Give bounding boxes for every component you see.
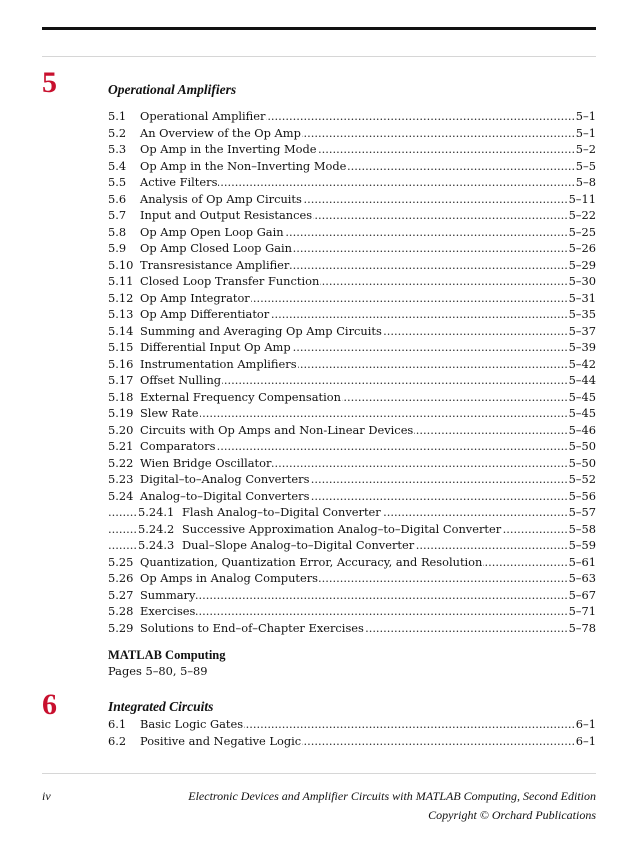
matlab-computing-pages: Pages 5–80, 5–89 bbox=[108, 664, 208, 678]
toc-entry-number: 5.22 bbox=[108, 455, 134, 470]
toc-entry-page: 5–59 bbox=[568, 538, 596, 552]
toc-entry-heading bbox=[108, 471, 310, 488]
toc-entry-number: 5.3 bbox=[108, 142, 127, 156]
toc-entry bbox=[108, 306, 596, 323]
toc-entry-page: 5–25 bbox=[568, 224, 596, 239]
toc-entry-heading bbox=[108, 554, 483, 571]
toc-entry-page: 5–2 bbox=[575, 142, 596, 156]
toc-entry-page: 5–35 bbox=[568, 307, 596, 321]
toc-entry-page: 5–39 bbox=[568, 340, 596, 354]
toc-entry-page: 5–78 bbox=[568, 620, 596, 635]
toc-entry-heading bbox=[108, 733, 302, 750]
footer-copyright: Copyright © Orchard Publications bbox=[428, 808, 596, 822]
toc-entry-title: Transresistance Amplifier bbox=[140, 257, 290, 272]
toc-entry-number: 5.24.3 bbox=[138, 538, 175, 552]
toc-entry-heading bbox=[108, 306, 270, 323]
toc-entry-title: Slew Rate bbox=[140, 406, 199, 420]
toc-entry-heading bbox=[108, 570, 319, 587]
toc-entry-heading bbox=[108, 174, 218, 191]
toc-entry-heading bbox=[108, 455, 272, 472]
toc-entry-title: Op Amp in the Non–Inverting Mode bbox=[140, 158, 347, 173]
toc-entry bbox=[108, 488, 596, 505]
toc-entry-heading bbox=[138, 504, 382, 521]
toc-entry bbox=[108, 471, 596, 488]
toc-entry-heading bbox=[108, 372, 222, 389]
footer-book-title: Electronic Devices and Amplifier Circuits with MATLAB Computing, Second Edition bbox=[188, 789, 596, 803]
toc-entry-number: 5.13 bbox=[108, 307, 134, 321]
toc-entry-title: Flash Analog–to–Digital Converter bbox=[182, 505, 381, 519]
toc-entry-number: 5.9 bbox=[108, 241, 127, 255]
toc-entry-heading bbox=[108, 587, 196, 604]
toc-entry-page: 5–26 bbox=[568, 241, 596, 255]
toc-entry-page: 5–29 bbox=[568, 257, 596, 272]
toc-entry bbox=[108, 372, 596, 389]
toc-entry bbox=[108, 620, 596, 637]
toc-entry-title: Exercises bbox=[140, 604, 196, 618]
toc-entry-title: Summing and Averaging Op Amp Circuits bbox=[140, 323, 382, 338]
toc-entry-number: 5.29 bbox=[108, 620, 134, 635]
toc-entry bbox=[108, 570, 596, 587]
toc-entry-heading bbox=[108, 207, 313, 224]
toc-entry-page: 5–58 bbox=[568, 521, 596, 536]
toc-entry-heading bbox=[138, 521, 502, 538]
toc-entry-title: Positive and Negative Logic bbox=[140, 733, 302, 748]
toc-entry-heading bbox=[108, 323, 383, 340]
toc-entry bbox=[108, 438, 596, 455]
toc-entry-page: 5–37 bbox=[568, 323, 596, 338]
toc-entry-title: External Frequency Compensation bbox=[140, 389, 341, 404]
toc-entry-page: 5–50 bbox=[568, 455, 596, 470]
toc-entry bbox=[108, 356, 596, 373]
toc-entry-title: Analog–to–Digital Converters bbox=[140, 488, 310, 503]
toc-entry-number: 5.27 bbox=[108, 587, 134, 602]
chapter-6-toc bbox=[108, 716, 596, 749]
toc-entry-heading bbox=[108, 620, 365, 637]
matlab-computing-heading: MATLAB Computing bbox=[108, 648, 226, 662]
toc-entry-title: Input and Output Resistances bbox=[140, 208, 313, 222]
toc-entry-number: 5.7 bbox=[108, 208, 127, 222]
matlab-computing-block bbox=[108, 647, 226, 679]
toc-entry-title: Offset Nulling bbox=[140, 373, 222, 387]
toc-entry-page: 5–1 bbox=[575, 125, 596, 140]
toc-entry bbox=[108, 389, 596, 406]
toc-entry-page: 5–8 bbox=[575, 175, 596, 189]
toc-entry-number: 5.1 bbox=[108, 109, 127, 123]
toc-entry bbox=[108, 125, 596, 142]
toc-entry-title: Digital–to–Analog Converters bbox=[140, 472, 310, 486]
toc-entry-heading bbox=[108, 257, 290, 274]
toc-entry-title: Comparators bbox=[140, 439, 216, 453]
toc-entry-page: 5–30 bbox=[568, 274, 596, 288]
toc-entry-heading bbox=[108, 339, 292, 356]
toc-entry bbox=[108, 273, 596, 290]
toc-entry-page: 5–42 bbox=[568, 356, 596, 371]
toc-entry-number: 5.18 bbox=[108, 389, 134, 404]
toc-entry bbox=[108, 339, 596, 356]
toc-entry-number: 5.23 bbox=[108, 472, 134, 486]
toc-entry bbox=[108, 587, 596, 604]
toc-entry-title: Wien Bridge Oscillator bbox=[140, 455, 272, 470]
chapter-6-number: 6 bbox=[42, 688, 57, 721]
toc-entry-title: Op Amps in Analog Computers bbox=[140, 571, 319, 585]
toc-entry-number: 5.20 bbox=[108, 422, 134, 437]
toc-entry bbox=[108, 405, 596, 422]
toc-entry-title: Summary bbox=[140, 587, 196, 602]
toc-entry-page: 6–1 bbox=[575, 717, 596, 731]
toc-entry-title: Analysis of Op Amp Circuits bbox=[140, 191, 302, 206]
toc-entry bbox=[108, 554, 596, 571]
toc-entry-number: 5.24.1 bbox=[138, 505, 175, 519]
toc-entry bbox=[108, 504, 596, 521]
toc-entry-number: 5.19 bbox=[108, 406, 134, 420]
toc-entry-number: 5.5 bbox=[108, 175, 127, 189]
toc-entry-heading bbox=[108, 108, 266, 125]
toc-entry bbox=[108, 141, 596, 158]
toc-entry-title: Op Amp Open Loop Gain bbox=[140, 224, 284, 239]
footer-divider bbox=[42, 773, 596, 774]
toc-entry bbox=[108, 521, 596, 538]
toc-entry-page: 5–45 bbox=[568, 389, 596, 404]
toc-entry bbox=[108, 257, 596, 274]
toc-entry-number: 5.21 bbox=[108, 439, 134, 453]
toc-entry-number: 5.26 bbox=[108, 571, 134, 585]
toc-entry-heading bbox=[138, 537, 415, 554]
toc-entry-title: Successive Approximation Analog–to–Digital Converter bbox=[182, 521, 502, 536]
toc-entry-page: 5–63 bbox=[568, 571, 596, 585]
toc-entry-number: 6.1 bbox=[108, 717, 127, 731]
toc-entry-page: 5–57 bbox=[568, 505, 596, 519]
toc-entry-title: Basic Logic Gates bbox=[140, 717, 244, 731]
toc-entry-page: 5–44 bbox=[568, 373, 596, 387]
toc-entry-heading bbox=[108, 422, 414, 439]
toc-entry-heading bbox=[108, 405, 200, 422]
toc-entry-number: 5.24.2 bbox=[138, 521, 175, 536]
toc-entry-number: 5.8 bbox=[108, 224, 127, 239]
toc-entry-heading bbox=[108, 603, 196, 620]
toc-entry-number: 5.24 bbox=[108, 488, 134, 503]
toc-entry-page: 5–46 bbox=[568, 422, 596, 437]
toc-entry-heading bbox=[108, 273, 320, 290]
toc-entry-number: 6.2 bbox=[108, 733, 127, 748]
chapter-6-title: Integrated Circuits bbox=[108, 699, 214, 714]
toc-entry bbox=[108, 108, 596, 125]
toc-entry-heading bbox=[108, 356, 298, 373]
toc-entry-heading bbox=[108, 125, 302, 142]
toc-entry-title: Op Amp Closed Loop Gain bbox=[140, 241, 292, 255]
toc-entry-number: 5.6 bbox=[108, 191, 127, 206]
toc-entry-title: Solutions to End–of–Chapter Exercises bbox=[140, 620, 364, 635]
toc-entry-heading bbox=[108, 488, 310, 505]
toc-entry-title: Op Amp Differentiator bbox=[140, 307, 270, 321]
toc-entry-number: 5.12 bbox=[108, 290, 134, 305]
toc-entry-title: Op Amp in the Inverting Mode bbox=[140, 142, 317, 156]
chapter-5-title: Operational Amplifiers bbox=[108, 82, 237, 97]
toc-entry-page: 5–45 bbox=[568, 406, 596, 420]
toc-entry-page: 5–52 bbox=[568, 472, 596, 486]
toc-entry bbox=[108, 240, 596, 257]
toc-entry-heading bbox=[108, 240, 293, 257]
toc-entry-title: Closed Loop Transfer Function bbox=[140, 274, 320, 288]
toc-entry-number: 5.10 bbox=[108, 257, 134, 272]
toc-entry bbox=[108, 224, 596, 241]
toc-entry-heading bbox=[108, 438, 216, 455]
toc-entry-heading bbox=[108, 290, 251, 307]
toc-entry-page: 5–61 bbox=[568, 554, 596, 569]
chapter-5-number: 5 bbox=[42, 66, 57, 99]
toc-entry-page: 5–31 bbox=[568, 290, 596, 305]
toc-entry-heading bbox=[108, 389, 342, 406]
toc-entry-number: 5.11 bbox=[108, 274, 134, 288]
toc-entry-page: 5–5 bbox=[575, 158, 596, 173]
toc-entry-page: 5–11 bbox=[568, 191, 596, 206]
toc-entry-number: 5.25 bbox=[108, 554, 134, 569]
toc-entry bbox=[108, 290, 596, 307]
toc-entry bbox=[108, 422, 596, 439]
toc-entry bbox=[108, 455, 596, 472]
toc-entry bbox=[108, 207, 596, 224]
toc-entry-title: An Overview of the Op Amp bbox=[140, 125, 301, 140]
toc-entry-title: Quantization, Quantization Error, Accuracy, and Resolution bbox=[140, 554, 483, 569]
chapter-5-toc bbox=[108, 108, 596, 636]
toc-entry bbox=[108, 191, 596, 208]
toc-entry bbox=[108, 323, 596, 340]
toc-entry-heading bbox=[108, 141, 318, 158]
toc-entry-number: 5.28 bbox=[108, 604, 134, 618]
toc-entry bbox=[108, 716, 596, 733]
toc-entry bbox=[108, 158, 596, 175]
toc-entry-number: 5.17 bbox=[108, 373, 134, 387]
toc-entry-title: Dual–Slope Analog–to–Digital Converter bbox=[182, 538, 415, 552]
toc-entry bbox=[108, 537, 596, 554]
footer-page-number: iv bbox=[42, 789, 51, 803]
toc-entry-page: 5–71 bbox=[568, 604, 596, 618]
toc-entry-heading bbox=[108, 224, 285, 241]
toc-entry-title: Differential Input Op Amp bbox=[140, 340, 291, 354]
toc-entry-number: 5.14 bbox=[108, 323, 134, 338]
toc-entry-page: 5–22 bbox=[568, 208, 596, 222]
toc-entry bbox=[108, 603, 596, 620]
toc-entry-page: 5–56 bbox=[568, 488, 596, 503]
toc-entry-page: 6–1 bbox=[575, 733, 596, 748]
toc-entry-title: Instrumentation Amplifiers bbox=[140, 356, 297, 371]
toc-entry bbox=[108, 733, 596, 750]
toc-entry-title: Operational Amplifier bbox=[140, 109, 266, 123]
toc-entry-title: Active Filters bbox=[140, 175, 218, 189]
toc-entry-number: 5.4 bbox=[108, 158, 127, 173]
toc-entry-page: 5–50 bbox=[568, 439, 596, 453]
top-rule bbox=[42, 27, 596, 30]
toc-entry-number: 5.2 bbox=[108, 125, 127, 140]
toc-entry-page: 5–67 bbox=[568, 587, 596, 602]
toc-entry-heading bbox=[108, 158, 347, 175]
toc-entry-number: 5.15 bbox=[108, 340, 134, 354]
toc-entry-heading bbox=[108, 716, 244, 733]
toc-entry-title: Op Amp Integrator bbox=[140, 290, 250, 305]
toc-entry-number: 5.16 bbox=[108, 356, 134, 371]
toc-entry-heading bbox=[108, 191, 303, 208]
toc-entry bbox=[108, 174, 596, 191]
toc-entry-title: Circuits with Op Amps and Non-Linear Devices bbox=[140, 422, 414, 437]
header-divider bbox=[42, 56, 596, 57]
toc-entry-page: 5–1 bbox=[575, 109, 596, 123]
